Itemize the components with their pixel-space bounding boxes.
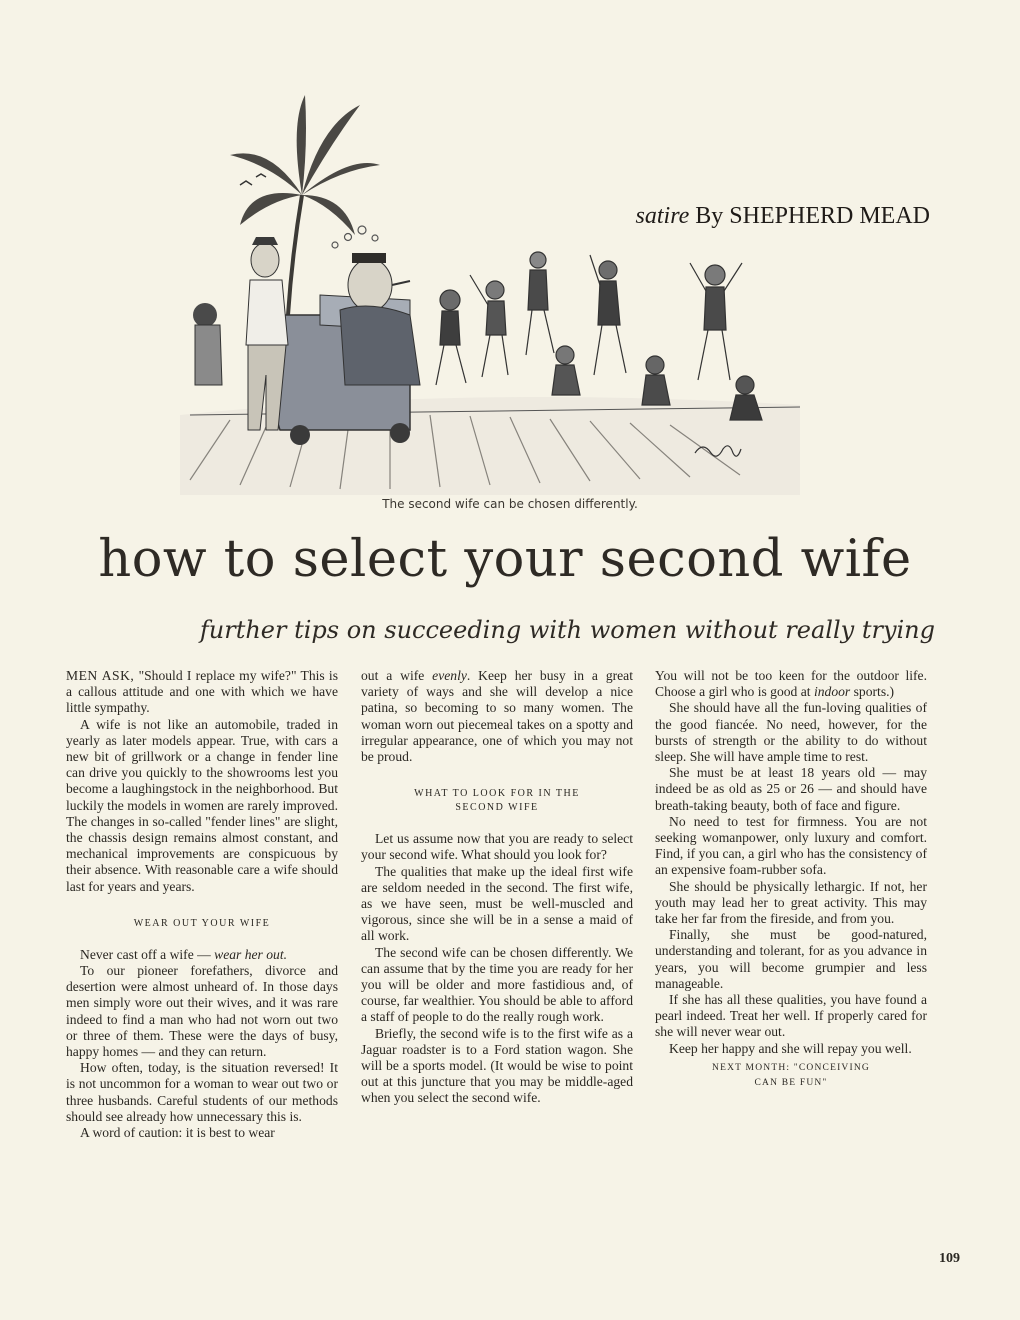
article-subtitle: further tips on succeeding with women without really trying <box>199 616 935 644</box>
heading-line: WHAT TO LOOK FOR IN THE <box>414 788 580 800</box>
lead-in: MEN ASK, <box>66 668 135 683</box>
paragraph: Briefly, the second wife is to the first wife as a Jaguar roadster is to a Ford station wagon. She will be a sports model. (It would be wise to point out at this juncture that you may be middle-aged when you select the second wife. <box>361 1025 633 1106</box>
paragraph <box>655 668 927 700</box>
paragraph-text: "Should I replace my wife?" This is a callous attitude and one with which we have little sympathy. <box>66 668 338 716</box>
paragraph-text: sports.) <box>850 684 895 700</box>
paragraph: She should have all the fun-loving qualities of the good fiancée. No need, however, for the bursts of strength or the ability to do without sleep. She will have ample time to rest. <box>655 700 927 765</box>
cartoon-illustration <box>170 85 810 495</box>
paragraph: A word of caution: it is best to wear <box>80 1125 275 1141</box>
paragraph-text: out a wife <box>361 668 433 683</box>
paragraph <box>361 668 633 765</box>
section-heading: WEAR OUT YOUR WIFE <box>133 917 271 929</box>
paragraph: The qualities that make up the ideal first wife are seldom needed in the second. The first wife, as we have seen, must be well-muscled and vigorous, since she will be in a sense a maid of all work. <box>361 863 633 944</box>
byline <box>636 203 930 230</box>
teaser-line: NEXT MONTH: "CONCEIVING <box>712 1062 870 1073</box>
paragraph <box>66 947 338 963</box>
paragraph: Keep her happy and she will repay you well. <box>669 1040 912 1056</box>
paragraph: Finally, she must be good-natured, understanding and tolerant, for as you advance in years, you will become grumpier and less manageable. <box>655 927 927 991</box>
illustration-caption: The second wife can be chosen differently. <box>382 497 638 511</box>
emphasis: wear her out. <box>214 946 287 962</box>
paragraph: If she has all these qualities, you have found a pearl indeed. Treat her well. If properly cared for she will never wear out. <box>655 992 927 1040</box>
section-heading <box>361 787 633 815</box>
column-3 <box>655 668 927 1091</box>
emphasis: indoor <box>813 684 851 700</box>
teaser-line: CAN BE FUN" <box>754 1077 828 1088</box>
paragraph: How often, today, is the situation reversed! It is not uncommon for a woman to wear out two or three husbands. Careful students of our methods should see already how unnecessary this is. <box>66 1060 338 1124</box>
next-month-teaser <box>655 1061 927 1091</box>
column-2 <box>361 668 633 1107</box>
page-number: 109 <box>939 1251 960 1266</box>
paragraph <box>66 668 338 717</box>
byline-author: By SHEPHERD MEAD <box>695 203 930 229</box>
paragraph: The second wife can be chosen differently. We can assume that by the time you are ready for her you will be older and more fastidious and, of course, far wealthier. You should be able to afford a staff of people to do the really rough work. <box>361 944 633 1025</box>
byline-kind: satire <box>635 203 690 229</box>
emphasis: evenly <box>432 668 467 683</box>
paragraph: A wife is not like an automobile, traded in yearly as later models appear. True, with cars a new bit of grillwork or a change in fender line can drive you quickly to the showrooms lest you become a laughingstock in the neighborhood. But luckily the models in women are rarely improved. The changes in so-called "fender lines" are slight, the chassis design remains almost constant, and mechanical improvements are conspicuous by their absence. With reasonable care a wife should last for years and years. <box>66 716 338 894</box>
paragraph: To our pioneer forefathers, divorce and desertion were almost unheard of. In those days men simply wore out their wives, and it was rare indeed to find a man who had not worn out two or three of them. These were the days of busy, happy homes — and they can return. <box>66 963 338 1060</box>
paragraph: No need to test for firmness. You are not seeking womanpower, only luxury and comfort. Find, if you can, a girl who has the consistency of an expensive foam-rubber sofa. <box>655 813 927 878</box>
heading-line: SECOND WIFE <box>455 802 539 814</box>
paragraph-text: You will not be too keen for the outdoor life. Choose a girl who is good at <box>655 668 927 700</box>
paragraph: She should be physically lethargic. If not, her youth may lead her to great activity. This may take her far from the fireside, and from you. <box>655 878 927 927</box>
column-1 <box>66 668 338 1141</box>
paragraph-text: Never cast off a wife — <box>80 946 215 962</box>
paragraph: She must be at least 18 years old — may indeed be as old as 25 or 26 — and should have breath-taking beauty, both of face and figure. <box>655 765 927 813</box>
article-title: how to select your second wife <box>98 530 912 589</box>
paragraph: Let us assume now that you are ready to select your second wife. What should you look for? <box>361 831 633 863</box>
paragraph-text: . Keep her busy in a great variety of ways and she will develop a nice patina, so becoming to so many women. The woman worn out piecemeal takes on a spotty and irregular appearance, one of which you may not be proud. <box>361 668 633 765</box>
